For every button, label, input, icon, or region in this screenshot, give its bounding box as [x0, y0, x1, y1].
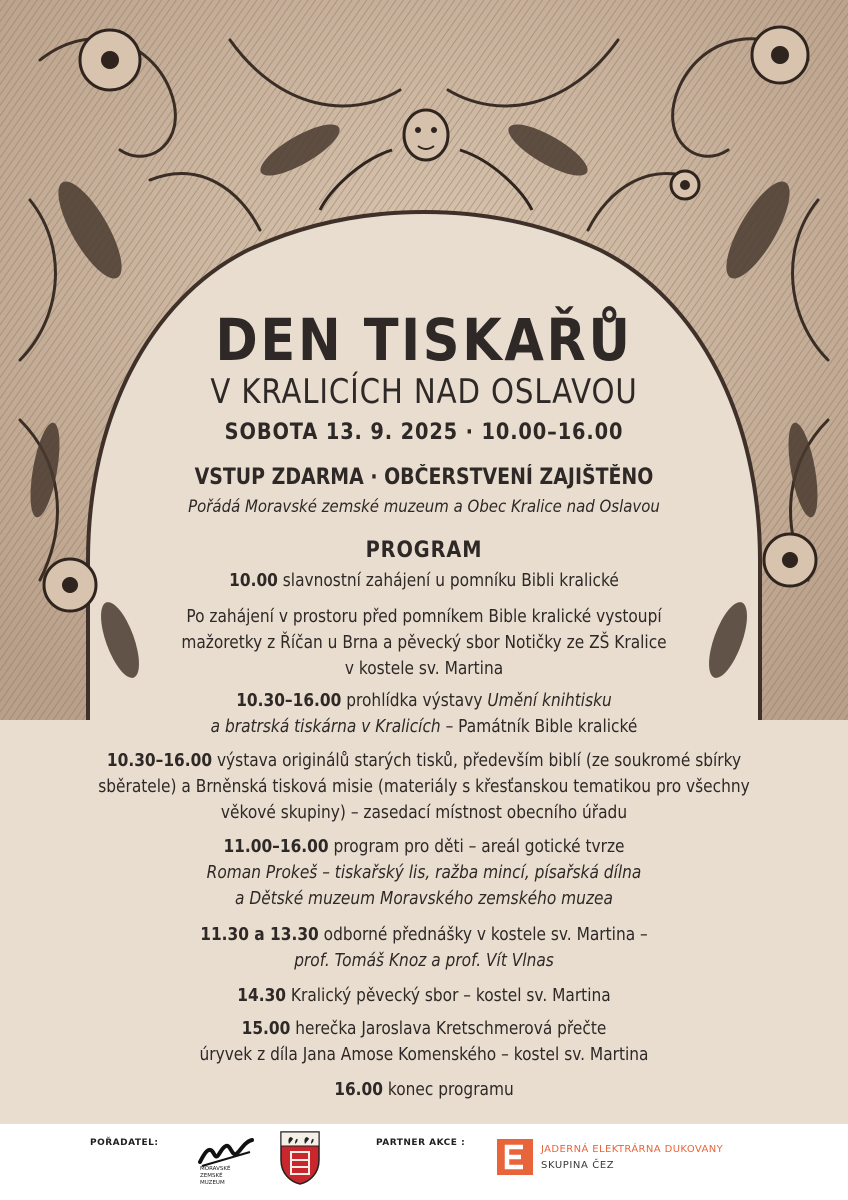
program-time: 14.30 [237, 986, 287, 1006]
program-text: konec programu [382, 1080, 514, 1100]
program-exhibition-title: Umění knihtisku [487, 691, 612, 711]
program-item [51, 983, 797, 1009]
program-time: 10.00 [229, 571, 278, 591]
program-text: a Dětské muzeum Moravského zemského muzea [235, 889, 613, 909]
program-time: 10.30–16.00 [106, 751, 213, 771]
program-text: herečka Jaroslava Kretschmerová přečte [290, 1019, 607, 1039]
program-item [51, 1077, 797, 1103]
program-text: Roman Prokeš – tiskařský lis, ražba mincí, písařská dílna [206, 863, 642, 883]
program-text: výstava originálů starých tisků, především biblí (ze soukromé sbírky [212, 751, 742, 771]
cez-logo [497, 1139, 533, 1175]
partner-group: SKUPINA ČEZ [541, 1160, 615, 1171]
program-text: slavnostní zahájení u pomníku Bibli kralické [277, 571, 619, 591]
program-heading: PROGRAM [365, 538, 483, 563]
organizer-label: POŘADATEL: [90, 1138, 159, 1148]
program-text: úryvek z díla Jana Amose Komenského – kostel sv. Martina [199, 1045, 649, 1065]
program-text: – Památník Bible kralické [440, 717, 638, 737]
program-exhibition-title: a bratrská tiskárna v Kralicích [210, 717, 441, 737]
program-text: sběratele) a Brněnská tisková misie (materiály s křesťanskou tematikou pro všechny [98, 777, 750, 797]
program-text: mažoretky z Říčan u Brna a pěvecký sbor Notičky ze ZŠ Kralice [181, 633, 667, 653]
program-item [51, 568, 797, 594]
program-item [51, 834, 797, 912]
program-item [51, 922, 797, 974]
footer [0, 1124, 848, 1200]
program-item [51, 1016, 797, 1068]
program-text: Kralický pěvecký sbor – kostel sv. Martina [286, 986, 611, 1006]
entry-info: VSTUP ZDARMA · OBČERSTVENÍ ZAJIŠTĚNO [194, 465, 654, 490]
partner-label: PARTNER AKCE : [376, 1138, 466, 1148]
program-text: prof. Tomáš Knoz a prof. Vít Vlnas [294, 951, 554, 971]
moravian-museum-logo-text: MORAVSKÉ ZEMSKÉ MUZEUM [200, 1166, 231, 1186]
program-time: 11.00–16.00 [223, 837, 329, 857]
program-text: odborné přednášky v kostele sv. Martina – [318, 925, 648, 945]
partner-name: JADERNÁ ELEKTRÁRNA DUKOVANY [541, 1144, 724, 1155]
program-text: věkové skupiny) – zasedací místnost obecního úřadu [220, 803, 628, 823]
program-item [51, 748, 797, 826]
organizer-info: Pořádá Moravské zemské muzeum a Obec Kralice nad Oslavou [188, 497, 660, 517]
program-time: 11.30 a 13.30 [200, 925, 319, 945]
kralice-coat-of-arms [279, 1130, 321, 1186]
page-subtitle: V KRALICÍCH NAD OSLAVOU [210, 372, 638, 412]
program-item [51, 604, 797, 682]
program-text: program pro děti – areál gotické tvrze [328, 837, 625, 857]
program-time: 15.00 [241, 1019, 291, 1039]
program-time: 16.00 [334, 1080, 383, 1100]
page-title: DEN TISKAŘŮ [215, 306, 633, 374]
program-text: prohlídka výstavy [341, 691, 488, 711]
program-time: 10.30–16.00 [236, 691, 342, 711]
program-item [51, 688, 797, 740]
program-text: Po zahájení v prostoru před pomníkem Bible kralické vystoupí [186, 607, 662, 627]
event-date: SOBOTA 13. 9. 2025 · 10.00–16.00 [224, 420, 624, 445]
program-text: v kostele sv. Martina [344, 659, 504, 679]
